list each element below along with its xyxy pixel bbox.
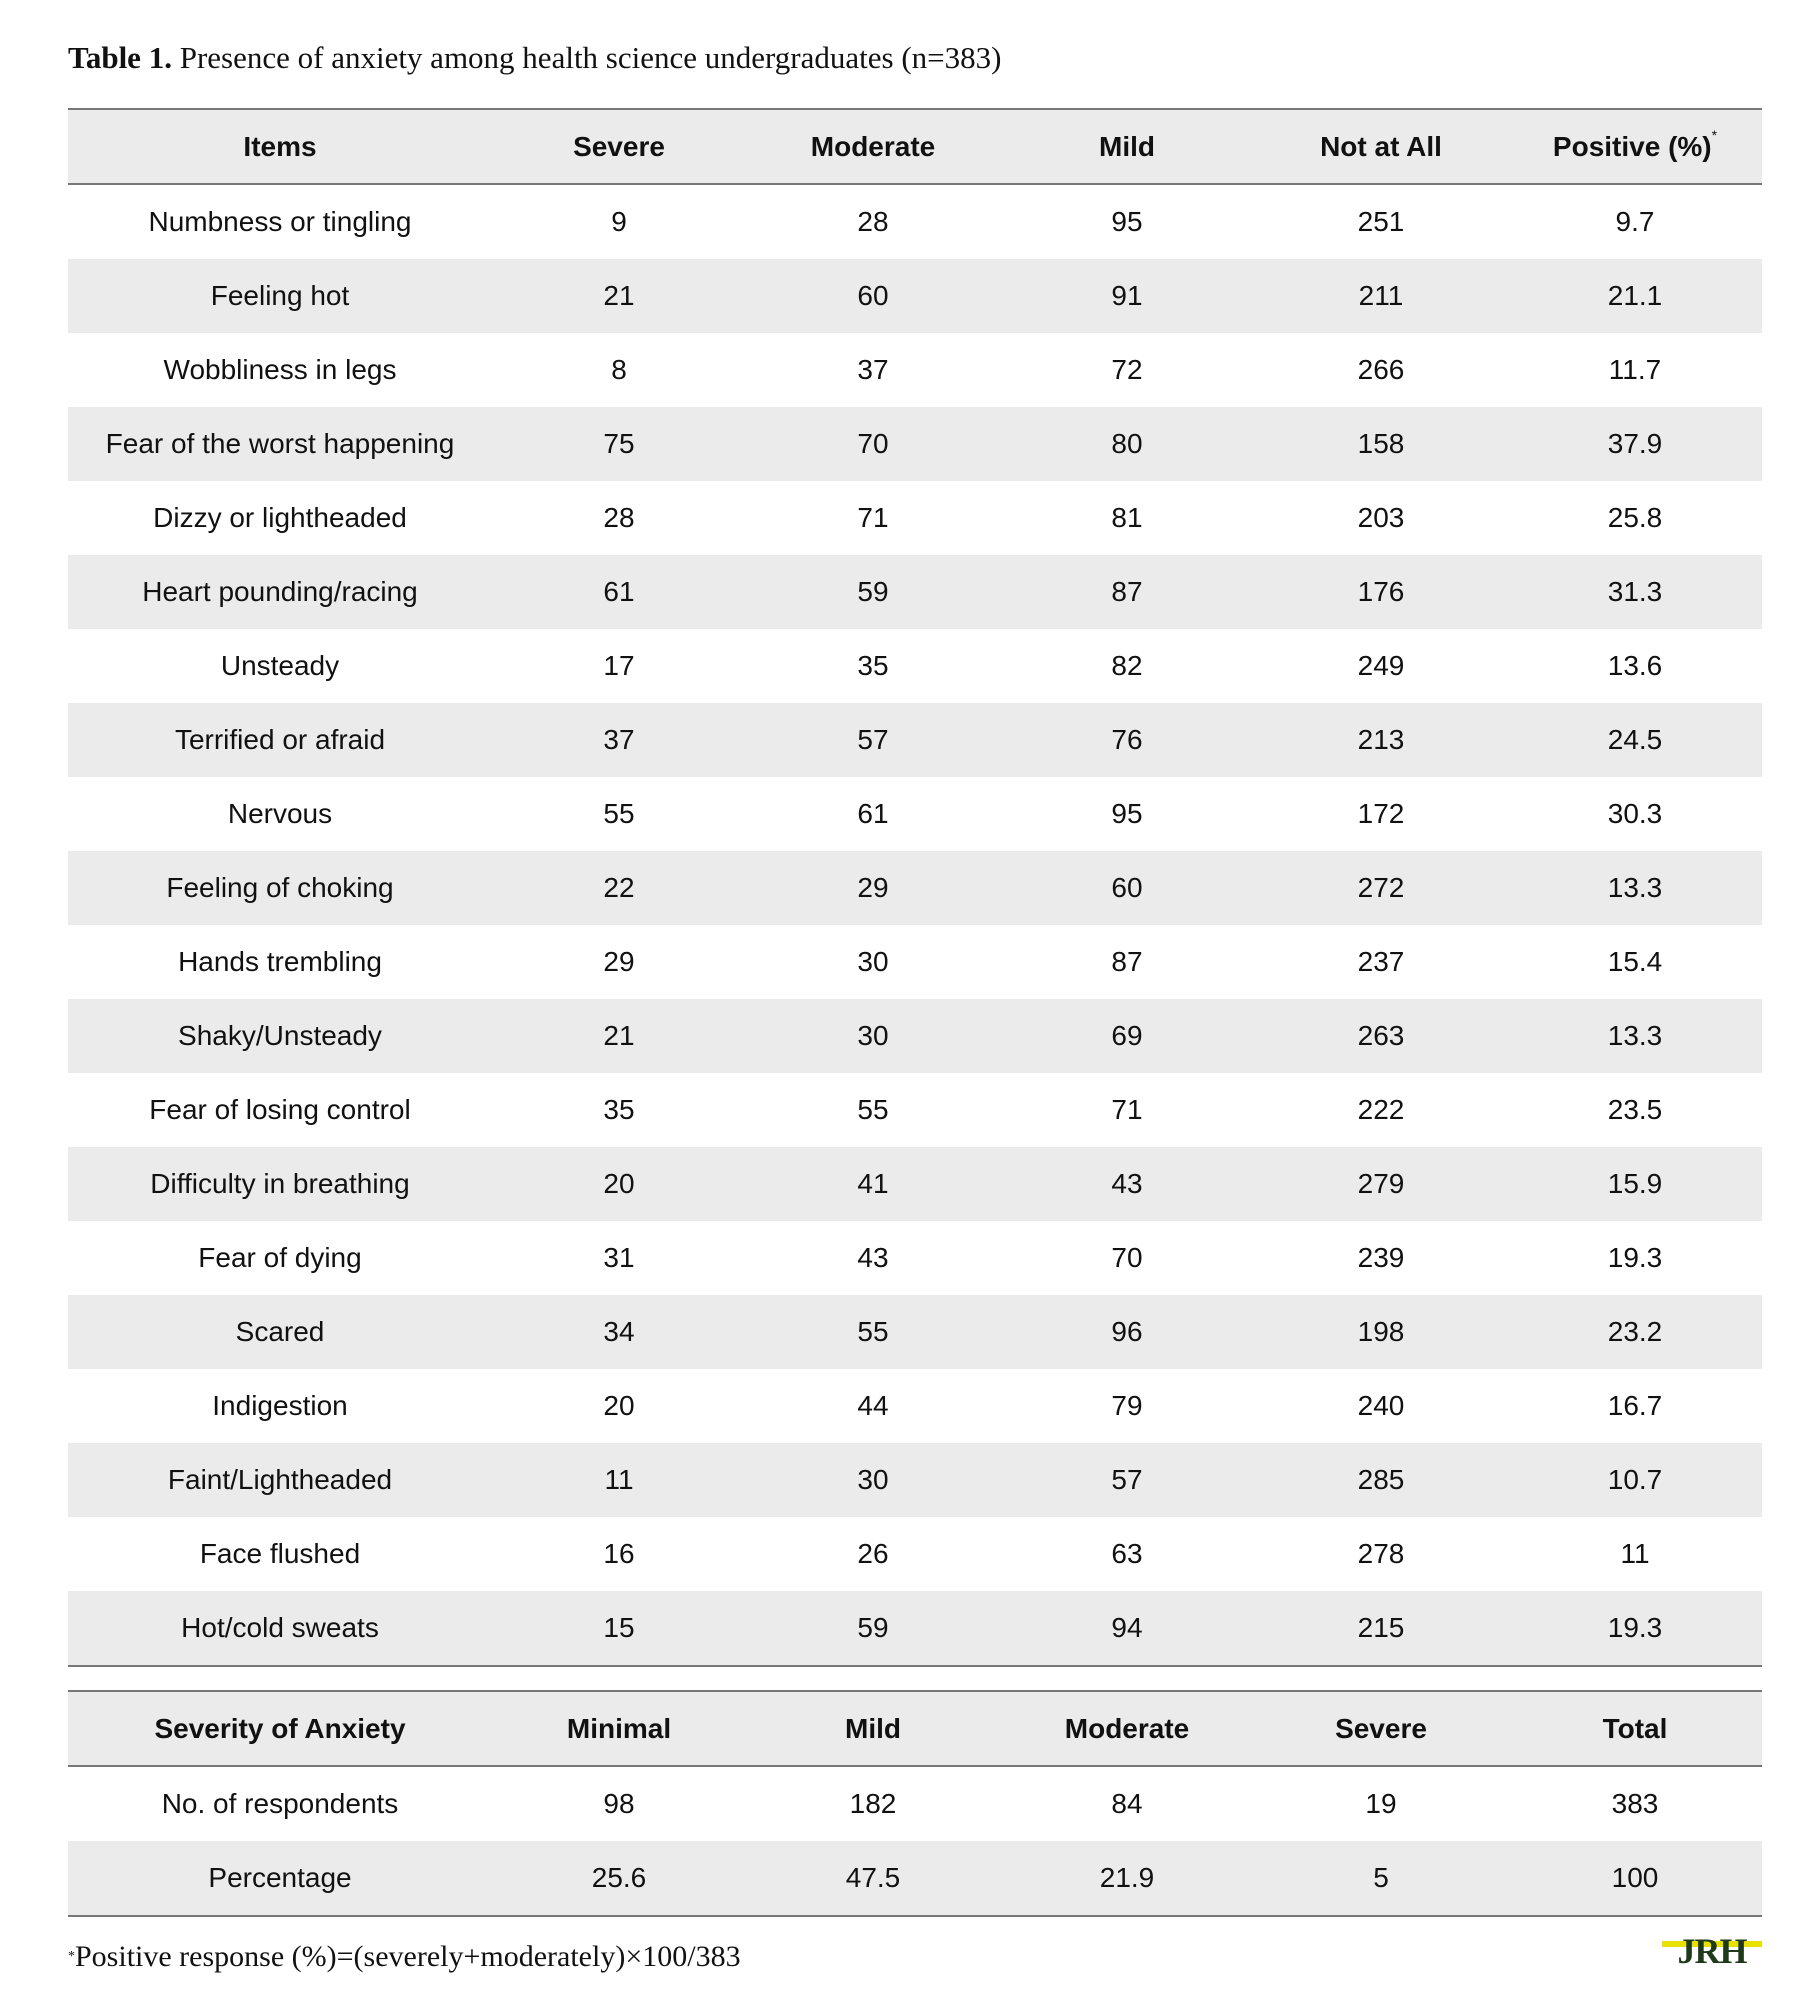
value-cell: 172 — [1357, 798, 1405, 829]
value-cell: 16 — [603, 1538, 635, 1569]
value-cell: 263 — [1254, 999, 1508, 1073]
value-cell: 87 — [1111, 946, 1143, 977]
value-cell: 30.3 — [1607, 798, 1663, 829]
value-cell: 383 — [1611, 1788, 1659, 1819]
row-label-cell: No. of respondents — [161, 1788, 399, 1819]
value-cell: 69 — [1000, 999, 1254, 1073]
value-cell: 11 — [492, 1443, 746, 1517]
value-cell: 31 — [603, 1242, 635, 1273]
value-cell: 31.3 — [1508, 555, 1762, 629]
value-cell: 59 — [746, 1591, 1000, 1666]
row-label-cell: Percentage — [68, 1841, 492, 1916]
table-row — [68, 1073, 1762, 1147]
value-cell: 222 — [1357, 1094, 1405, 1125]
value-cell: 60 — [1000, 851, 1254, 925]
value-cell: 13.6 — [1607, 650, 1663, 681]
value-cell: 15 — [492, 1591, 746, 1666]
table-row — [68, 184, 1762, 259]
table-row — [68, 407, 1762, 481]
value-cell: 15.9 — [1508, 1147, 1762, 1221]
value-cell: 26 — [857, 1538, 889, 1569]
value-cell: 20 — [492, 1147, 746, 1221]
value-cell: 55 — [857, 1094, 889, 1125]
value-cell: 19.3 — [1607, 1242, 1663, 1273]
value-cell: 57 — [746, 703, 1000, 777]
value-cell: 75 — [492, 407, 746, 481]
value-cell: 13.3 — [1508, 851, 1762, 925]
value-cell: 240 — [1357, 1390, 1405, 1421]
value-cell: 37.9 — [1508, 407, 1762, 481]
value-cell: 34 — [492, 1295, 746, 1369]
row-label-cell: Hands trembling — [178, 946, 382, 977]
table-row — [68, 1295, 1762, 1369]
row-label-cell: Terrified or afraid — [68, 703, 492, 777]
value-cell: 98 — [603, 1788, 635, 1819]
row-label-cell: Fear of dying — [198, 1242, 362, 1273]
header-not-at-all: Not at All — [1254, 109, 1508, 184]
table-row — [68, 555, 1762, 629]
header-moderate: Moderate — [746, 109, 1000, 184]
value-cell: 5 — [1254, 1841, 1508, 1916]
value-cell: 35 — [603, 1094, 635, 1125]
value-cell: 198 — [1254, 1295, 1508, 1369]
table-row — [68, 703, 1762, 777]
value-cell: 47.5 — [746, 1841, 1000, 1916]
value-cell: 13.3 — [1508, 999, 1762, 1073]
severity-table — [68, 1690, 1762, 1917]
value-cell: 95 — [1111, 798, 1143, 829]
table-row — [68, 1369, 1762, 1443]
value-cell: 28 — [603, 502, 635, 533]
header-mild: Mild — [746, 1691, 1000, 1766]
row-label-cell: Difficulty in breathing — [68, 1147, 492, 1221]
value-cell: 82 — [1111, 650, 1143, 681]
value-cell: 251 — [1357, 206, 1405, 237]
table1-body — [68, 184, 1762, 1666]
value-cell: 158 — [1254, 407, 1508, 481]
logo-text: JRH — [1677, 1932, 1747, 1968]
row-label-cell: Scared — [68, 1295, 492, 1369]
footnote-text: Positive response (%)=(severely+moderately)×100/383 — [75, 1940, 741, 1973]
table-row — [68, 1591, 1762, 1666]
header-positive-mark: * — [1711, 126, 1718, 143]
table-row — [68, 925, 1762, 999]
row-label-cell: Shaky/Unsteady — [68, 999, 492, 1073]
value-cell: 176 — [1254, 555, 1508, 629]
header-total: Total — [1508, 1691, 1762, 1766]
value-cell: 29 — [746, 851, 1000, 925]
value-cell: 30 — [746, 999, 1000, 1073]
value-cell: 43 — [857, 1242, 889, 1273]
value-cell: 20 — [603, 1390, 635, 1421]
value-cell: 35 — [857, 650, 889, 681]
value-cell: 100 — [1508, 1841, 1762, 1916]
header-items: Items — [68, 109, 492, 184]
row-label-cell: Unsteady — [220, 650, 340, 681]
value-cell: 285 — [1254, 1443, 1508, 1517]
value-cell: 30 — [746, 1443, 1000, 1517]
table-footnote — [68, 1937, 741, 1977]
value-cell: 21 — [492, 999, 746, 1073]
table-row — [68, 1443, 1762, 1517]
value-cell: 76 — [1000, 703, 1254, 777]
value-cell: 11 — [1620, 1538, 1650, 1569]
table-row — [68, 333, 1762, 407]
value-cell: 87 — [1000, 555, 1254, 629]
table2-body — [68, 1766, 1762, 1916]
value-cell: 84 — [1111, 1788, 1143, 1819]
row-label-cell: Dizzy or lightheaded — [153, 502, 407, 533]
value-cell: 237 — [1357, 946, 1405, 977]
header-severe: Severe — [492, 109, 746, 184]
value-cell: 266 — [1357, 354, 1405, 385]
table1-header-row — [68, 109, 1762, 184]
row-label-cell: Wobbliness in legs — [163, 354, 397, 385]
row-label-cell: Fear of losing control — [149, 1094, 411, 1125]
value-cell: 71 — [857, 502, 889, 533]
value-cell: 211 — [1254, 259, 1508, 333]
value-cell: 279 — [1254, 1147, 1508, 1221]
value-cell: 29 — [603, 946, 635, 977]
anxiety-items-table — [68, 108, 1762, 1667]
value-cell: 21 — [492, 259, 746, 333]
value-cell: 11.7 — [1608, 354, 1662, 385]
table-row — [68, 259, 1762, 333]
value-cell: 239 — [1357, 1242, 1405, 1273]
value-cell: 59 — [746, 555, 1000, 629]
value-cell: 28 — [857, 206, 889, 237]
value-cell: 55 — [746, 1295, 1000, 1369]
value-cell: 278 — [1357, 1538, 1405, 1569]
footnote-mark: * — [68, 1949, 75, 1964]
value-cell: 30 — [857, 946, 889, 977]
value-cell: 182 — [849, 1788, 897, 1819]
value-cell: 71 — [1111, 1094, 1143, 1125]
row-label-cell: Faint/Lightheaded — [68, 1443, 492, 1517]
value-cell: 9.7 — [1615, 206, 1655, 237]
value-cell: 24.5 — [1508, 703, 1762, 777]
header-positive: Positive (%) — [1552, 130, 1712, 162]
row-label-cell: Feeling hot — [68, 259, 492, 333]
row-label-cell: Nervous — [227, 798, 333, 829]
value-cell: 41 — [746, 1147, 1000, 1221]
value-cell: 203 — [1357, 502, 1405, 533]
value-cell: 94 — [1000, 1591, 1254, 1666]
value-cell: 23.2 — [1508, 1295, 1762, 1369]
value-cell: 23.5 — [1607, 1094, 1663, 1125]
value-cell: 91 — [1000, 259, 1254, 333]
value-cell: 55 — [603, 798, 635, 829]
value-cell: 19.3 — [1508, 1591, 1762, 1666]
value-cell: 70 — [1111, 1242, 1143, 1273]
table-row — [68, 481, 1762, 555]
header-positive-cell — [1508, 109, 1762, 184]
caption-label: Table 1. — [68, 40, 172, 75]
table-row — [68, 1221, 1762, 1295]
value-cell: 213 — [1254, 703, 1508, 777]
row-label-cell: Hot/cold sweats — [68, 1591, 492, 1666]
table-row — [68, 1766, 1762, 1841]
row-label-cell: Heart pounding/racing — [68, 555, 492, 629]
value-cell: 19 — [1365, 1788, 1397, 1819]
value-cell: 21.1 — [1508, 259, 1762, 333]
table-caption — [68, 38, 1001, 78]
header-severe: Severe — [1254, 1691, 1508, 1766]
caption-text: Presence of anxiety among health science undergraduates (n=383) — [171, 40, 1002, 75]
header-moderate: Moderate — [1000, 1691, 1254, 1766]
value-cell: 21.9 — [1000, 1841, 1254, 1916]
value-cell: 60 — [746, 259, 1000, 333]
value-cell: 8 — [611, 354, 627, 385]
header-mild: Mild — [1000, 109, 1254, 184]
value-cell: 95 — [1111, 206, 1143, 237]
value-cell: 57 — [1000, 1443, 1254, 1517]
row-label-cell: Face flushed — [199, 1538, 361, 1569]
table-row — [68, 777, 1762, 851]
value-cell: 25.6 — [492, 1841, 746, 1916]
table-row — [68, 999, 1762, 1073]
value-cell: 25.8 — [1607, 502, 1663, 533]
value-cell: 22 — [492, 851, 746, 925]
table2-header-row — [68, 1691, 1762, 1766]
table-row — [68, 851, 1762, 925]
value-cell: 16.7 — [1607, 1390, 1663, 1421]
value-cell: 43 — [1000, 1147, 1254, 1221]
table-row — [68, 1841, 1762, 1916]
value-cell: 10.7 — [1508, 1443, 1762, 1517]
row-label-cell: Numbness or tingling — [148, 206, 412, 237]
header-severity-of-anxiety: Severity of Anxiety — [68, 1691, 492, 1766]
value-cell: 17 — [603, 650, 635, 681]
value-cell: 80 — [1000, 407, 1254, 481]
value-cell: 79 — [1111, 1390, 1143, 1421]
value-cell: 37 — [492, 703, 746, 777]
value-cell: 15.4 — [1607, 946, 1663, 977]
value-cell: 61 — [857, 798, 889, 829]
table-row — [68, 1517, 1762, 1591]
row-label-cell: Feeling of choking — [68, 851, 492, 925]
value-cell: 61 — [492, 555, 746, 629]
value-cell: 63 — [1111, 1538, 1143, 1569]
value-cell: 96 — [1000, 1295, 1254, 1369]
value-cell: 72 — [1111, 354, 1143, 385]
row-label-cell: Indigestion — [212, 1390, 348, 1421]
value-cell: 9 — [611, 206, 627, 237]
value-cell: 44 — [857, 1390, 889, 1421]
value-cell: 272 — [1254, 851, 1508, 925]
value-cell: 215 — [1254, 1591, 1508, 1666]
value-cell: 70 — [746, 407, 1000, 481]
header-minimal: Minimal — [492, 1691, 746, 1766]
row-label-cell: Fear of the worst happening — [68, 407, 492, 481]
value-cell: 37 — [857, 354, 889, 385]
jrh-logo — [1662, 1932, 1762, 1968]
value-cell: 249 — [1357, 650, 1405, 681]
table-row — [68, 1147, 1762, 1221]
value-cell: 81 — [1111, 502, 1143, 533]
table-row — [68, 629, 1762, 703]
